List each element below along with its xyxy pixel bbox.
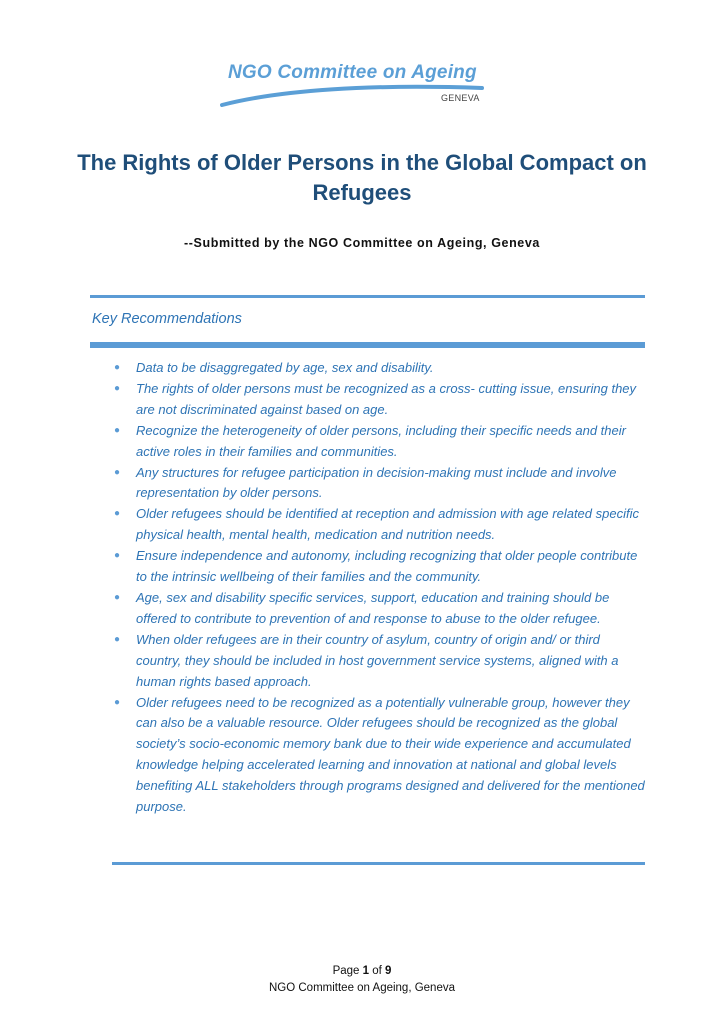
bullet-dot-icon: ● — [114, 696, 121, 708]
recommendations-list — [112, 358, 647, 818]
organization-logo — [220, 60, 490, 112]
bullet-dot-icon: ● — [114, 424, 121, 436]
list-item-text: Older refugees should be identified at reception and admission with age related specific physical health, mental health, medication and nutrition needs. — [136, 506, 639, 543]
list-item-text: Any structures for refugee participation in decision-making must include and involve representation by older persons. — [136, 464, 617, 501]
bullet-dot-icon: ● — [114, 508, 121, 520]
list-item — [112, 693, 647, 818]
list-item — [112, 546, 647, 588]
document-title: The Rights of Older Persons in the Global Compact on Refugees — [77, 150, 647, 205]
document-subtitle: --Submitted by the NGO Committee on Ageing, Geneva — [184, 236, 540, 250]
bullet-dot-icon: ● — [114, 382, 121, 394]
list-item — [112, 588, 647, 630]
list-item-text: Ensure independence and autonomy, including recognizing that older people contribute to the intrinsic wellbeing of their families and the community. — [136, 548, 638, 585]
bullet-dot-icon: ● — [114, 591, 121, 603]
list-item — [112, 358, 647, 379]
list-item-text: When older refugees are in their country of asylum, country of origin and/ or third country, they should be included in host government service systems, aligned with a human rights based approach. — [136, 631, 619, 689]
divider-top — [90, 295, 645, 298]
list-item-text: Data to be disaggregated by age, sex and disability. — [136, 360, 434, 375]
bullet-dot-icon: ● — [114, 362, 121, 373]
section-heading: Key Recommendations — [92, 311, 242, 327]
bullet-dot-icon: ● — [114, 466, 121, 478]
page-number: 1 — [362, 965, 370, 977]
footer-organization: NGO Committee on Ageing, Geneva — [268, 982, 455, 994]
divider-middle — [90, 342, 645, 348]
of-label: of — [372, 965, 382, 977]
list-item-text: Older refugees need to be recognized as a potentially vulnerable group, however they can also be a valuable resource. Older refugees should be recognized as the global society’s socio-economic memory bank due to their wide experience and accumulated knowledge helping accelerated learning and innovation at national and global levels benefiting ALL stakeholders through programs designed and delivered for the mentioned purpose. — [136, 694, 645, 815]
list-item — [112, 504, 647, 546]
page-total: 9 — [385, 965, 392, 977]
page-label: Page — [332, 965, 360, 977]
page-counter — [0, 963, 724, 980]
logo-title: NGO Committee on Ageing — [228, 62, 477, 83]
list-item — [112, 463, 647, 505]
list-item-text: The rights of older persons must be recognized as a cross- cutting issue, ensuring they are not discriminated against based on age. — [136, 380, 637, 417]
list-item — [112, 630, 647, 693]
list-item-text: Age, sex and disability specific services, support, education and training should be offered to contribute to prevention of and response to abuse to the older refugee. — [136, 589, 610, 626]
logo-subtitle: GENEVA — [441, 93, 480, 103]
list-item — [112, 379, 647, 421]
bullet-dot-icon: ● — [114, 633, 121, 645]
bullet-dot-icon: ● — [114, 550, 121, 562]
divider-bottom — [112, 862, 645, 865]
page-footer — [0, 963, 724, 997]
list-item — [112, 421, 647, 463]
list-item-text: Recognize the heterogeneity of older persons, including their specific needs and their active roles in their families and communities. — [136, 422, 626, 459]
